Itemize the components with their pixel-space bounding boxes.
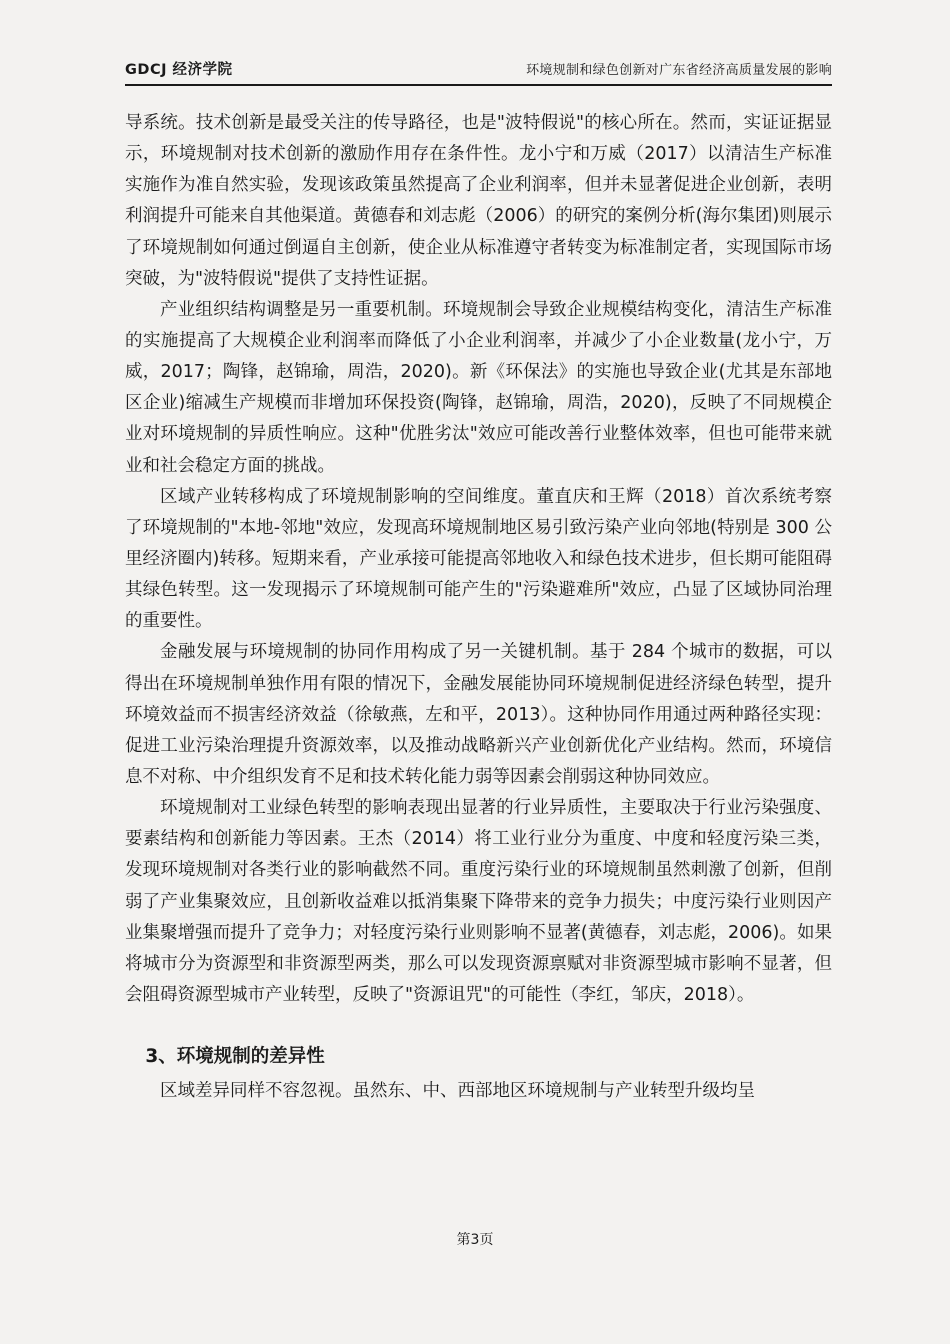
paragraph: 环境规制对工业绿色转型的影响表现出显著的行业异质性，主要取决于行业污染强度、要素结构和创新能力等因素。王杰（2014）将工业行业分为重度、中度和轻度污染三类，发现环境规制对各类行业的影响截然不同。重度污染行业的环境规制虽然刺激了创新，但削弱了产业集聚效应，且创新收益难以抵消集聚下降带来的竞争力损失；中度污染行业则因产业集聚增强而提升了竞争力；对轻度污染行业则影响不显著(黄德春，刘志彪，2006)。如果将城市分为资源型和非资源型两类，那么可以发现资源禀赋对非资源型城市影响不显著，但会阻碍资源型城市产业转型，反映了"资源诅咒"的可能性（李红，邹庆，2018）。 [125,798,832,1005]
page-number: 第3页 [456,1232,494,1248]
page-header [125,58,832,86]
paragraph: 区域产业转移构成了环境规制影响的空间维度。董直庆和王辉（2018）首次系统考察了环境规制的"本地-邻地"效应，发现高环境规制地区易引致污染产业向邻地(特别是 300 公里经济圈内)转移。短期来看，产业承接可能提高邻地收入和绿色技术进步，但长期可能阻碍其绿色转型。这一发现揭示了环境规制可能产生的"污染避难所"效应，凸显了区域协同治理的重要性。 [125,486,832,632]
section-paragraph: 区域差异同样不容忽视。虽然东、中、西部地区环境规制与产业转型升级均呈 [160,1081,755,1101]
header-title: 环境规制和绿色创新对广东省经济高质量发展的影响 [526,63,832,78]
page-content [125,58,832,1107]
page-footer [0,1229,950,1249]
paragraph: 产业组织结构调整是另一重要机制。环境规制会导致企业规模结构变化，清洁生产标准的实施提高了大规模企业利润率而降低了小企业利润率，并减少了小企业数量(龙小宁，万威，2017；陶锋，赵锦瑜，周浩，2020)。新《环保法》的实施也导致企业(尤其是东部地区企业)缩减生产规模而非增加环保投资(陶锋，赵锦瑜，周浩，2020)，反映了不同规模企业对环境规制的异质性响应。这种"优胜劣汰"效应可能改善行业整体效率，但也可能带来就业和社会稳定方面的挑战。 [125,299,832,476]
body-text [125,108,832,1107]
paragraph: 导系统。技术创新是最受关注的传导路径，也是"波特假说"的核心所在。然而，实证证据显示，环境规制对技术创新的激励作用存在条件性。龙小宁和万威（2017）以清洁生产标准实施作为准自然实验，发现该政策虽然提高了企业利润率，但并未显著促进企业创新，表明利润提升可能来自其他渠道。黄德春和刘志彪（2006）的研究的案例分析(海尔集团)则展示了环境规制如何通过倒逼自主创新，使企业从标准遵守者转变为标准制定者，实现国际市场突破，为"波特假说"提供了支持性证据。 [125,113,832,289]
paragraph: 金融发展与环境规制的协同作用构成了另一关键机制。基于 284 个城市的数据，可以得出在环境规制单独作用有限的情况下，金融发展能协同环境规制促进经济绿色转型，提升环境效益而不损害经济效益（徐敏燕，左和平，2013）。这种协同作用通过两种路径实现：促进工业污染治理提升资源效率，以及推动战略新兴产业创新优化产业结构。然而，环境信息不对称、中介组织发育不足和技术转化能力弱等因素会削弱这种协同效应。 [125,642,832,787]
section-heading: 3、环境规制的差异性 [145,1046,325,1068]
header-institution: GDCJ 经济学院 [125,62,233,78]
